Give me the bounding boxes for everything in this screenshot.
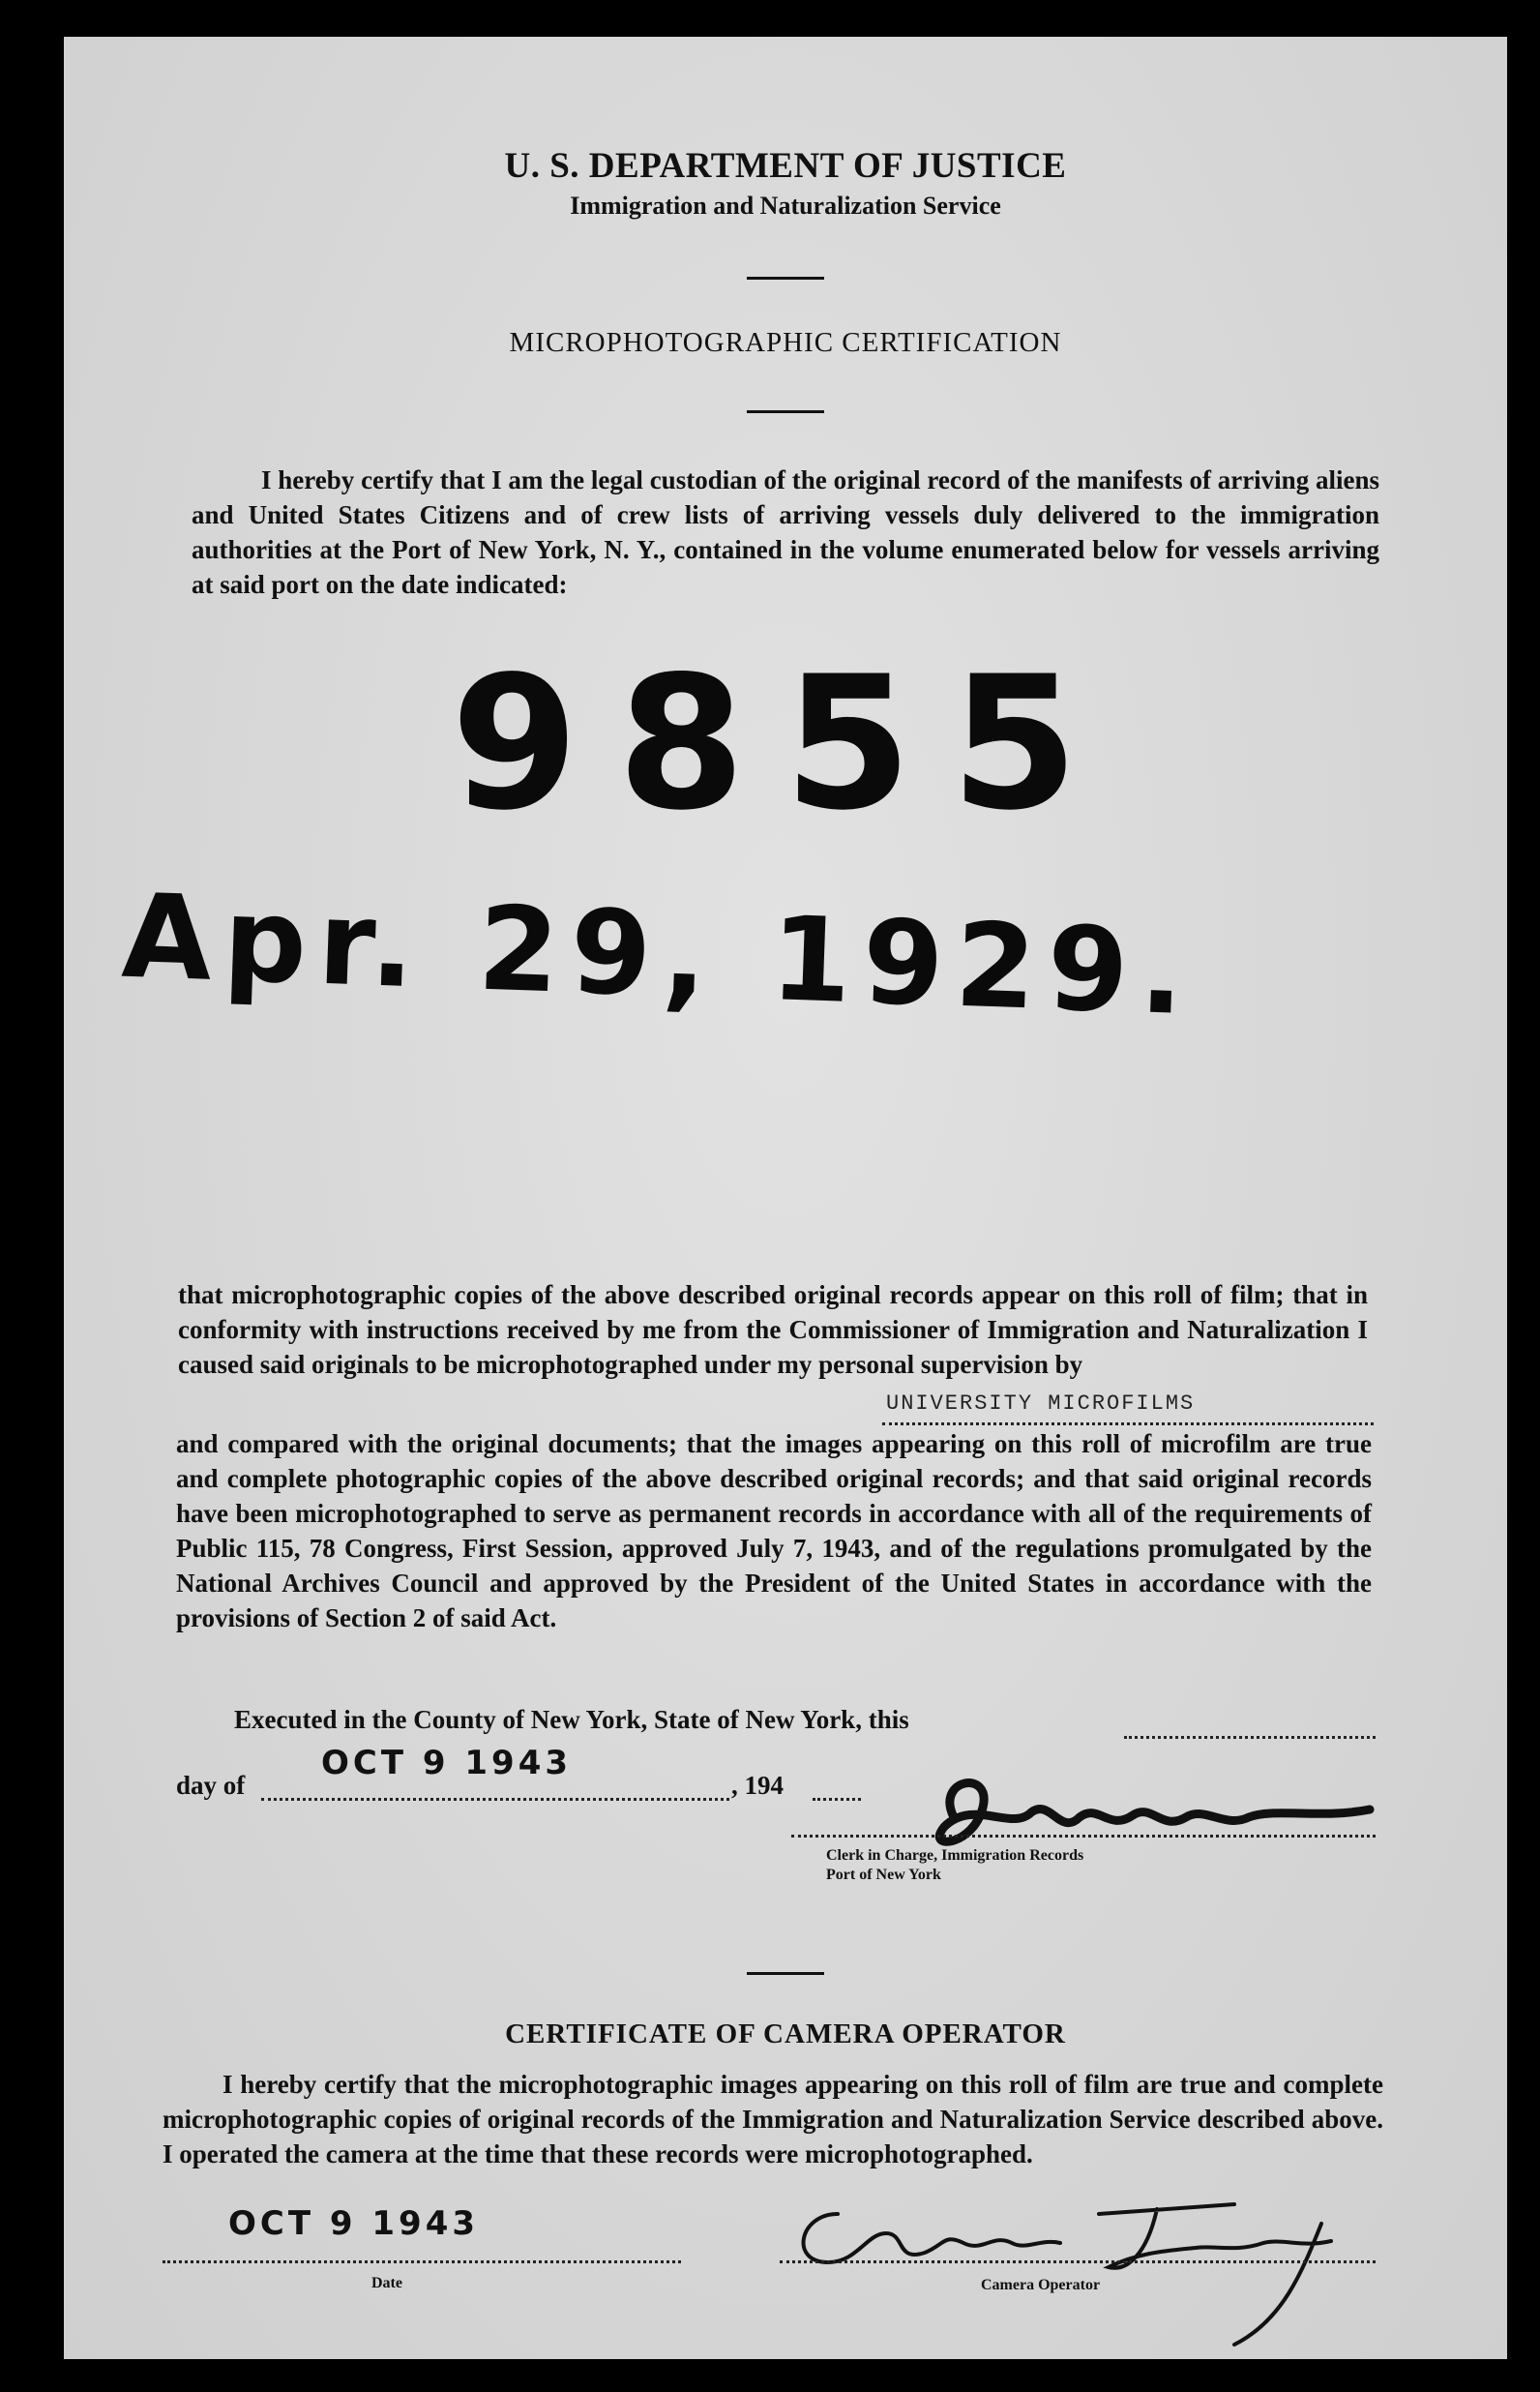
camera-date-stamp: OCT 9 1943: [228, 2204, 480, 2243]
camera-operator-title: CERTIFICATE OF CAMERA OPERATOR: [505, 2018, 1066, 2049]
clerk-title: [826, 1846, 1083, 1885]
body-paragraph-start: [178, 1277, 1368, 1382]
camera-operator-signature: [780, 2175, 1399, 2359]
year-prefix: , 194: [731, 1771, 784, 1800]
clerk-title-line1: Clerk in Charge, Immigration Records: [826, 1847, 1084, 1864]
camera-operator-paragraph-text: I hereby certify that the microphotographic images appearing on this roll of film are true and complete microphotographic copies of original records of the Immigration and Naturalization Service described above. I operated the camera at the time that these records were microphotographed.: [163, 2070, 1383, 2168]
header-divider-top: [747, 277, 824, 280]
camera-operator-paragraph: [163, 2067, 1383, 2171]
photographer-dotted-line: [882, 1422, 1374, 1425]
year-dotted-line: [813, 1798, 861, 1801]
department-heading: U. S. DEPARTMENT OF JUSTICE: [504, 146, 1067, 186]
clerk-title-line2: Port of New York: [826, 1867, 941, 1883]
service-subheading: Immigration and Naturalization Service: [570, 192, 1001, 220]
date-label: Date: [371, 2275, 402, 2291]
camera-operator-label: Camera Operator: [981, 2277, 1101, 2293]
section-divider: [747, 1972, 824, 1975]
date-dotted-line: [163, 2260, 681, 2263]
body-paragraph-end-text: and compared with the original documents; that the images appearing on this roll of microfilm are true and complete photographic copies of the above described original records; and that said original records have been microphotographed to serve as permanent records in accordance with all of the requirements of Public 115, 78 Congress, First Session, approved July 7, 1943, and of the regulations promulgated by the National Archives Council and approved by the President of the United States in accordance with the provisions of Section 2 of said Act.: [176, 1429, 1372, 1632]
handwritten-arrival-date: Apr. 29, 1929.: [119, 869, 1199, 1042]
photographer-typed-name: UNIVERSITY MICROFILMS: [886, 1391, 1196, 1416]
executed-line: [234, 1705, 909, 1735]
execution-date-stamp: OCT 9 1943: [321, 1744, 573, 1782]
intro-paragraph: [192, 463, 1379, 602]
header-divider-bottom: [747, 410, 824, 413]
intro-paragraph-text: I hereby certify that I am the legal custodian of the original record of the manifests of arriving aliens and United States Citizens and of crew lists of arriving vessels duly delivered to the immigration authorities at the Port of New York, N. Y., contained in the volume enumerated below for vessels arriving at said port on the date indicated:: [192, 465, 1379, 599]
body-paragraph-end: [176, 1426, 1372, 1635]
executed-text: Executed in the County of New York, State of New York, this: [234, 1705, 909, 1734]
executed-dotted-line: [1124, 1736, 1376, 1739]
day-of-dotted-line: [261, 1798, 729, 1801]
camera-operator-signature-line: [780, 2260, 1376, 2263]
day-of-label: day of: [176, 1771, 246, 1800]
year-line: [731, 1771, 784, 1801]
handwritten-volume-number: 9855: [451, 637, 1117, 851]
clerk-signature-line: [791, 1835, 1376, 1838]
certification-title: MICROPHOTOGRAPHIC CERTIFICATION: [509, 327, 1062, 358]
certificate-page: [64, 37, 1507, 2359]
day-of-line: [176, 1771, 245, 1801]
body-paragraph-start-text: that microphotographic copies of the above described original records appear on this roll of film; that in conformity with instructions received by me from the Commissioner of Immigration and Naturalization I caused said originals to be microphotographed under my personal supervision by: [178, 1280, 1368, 1379]
